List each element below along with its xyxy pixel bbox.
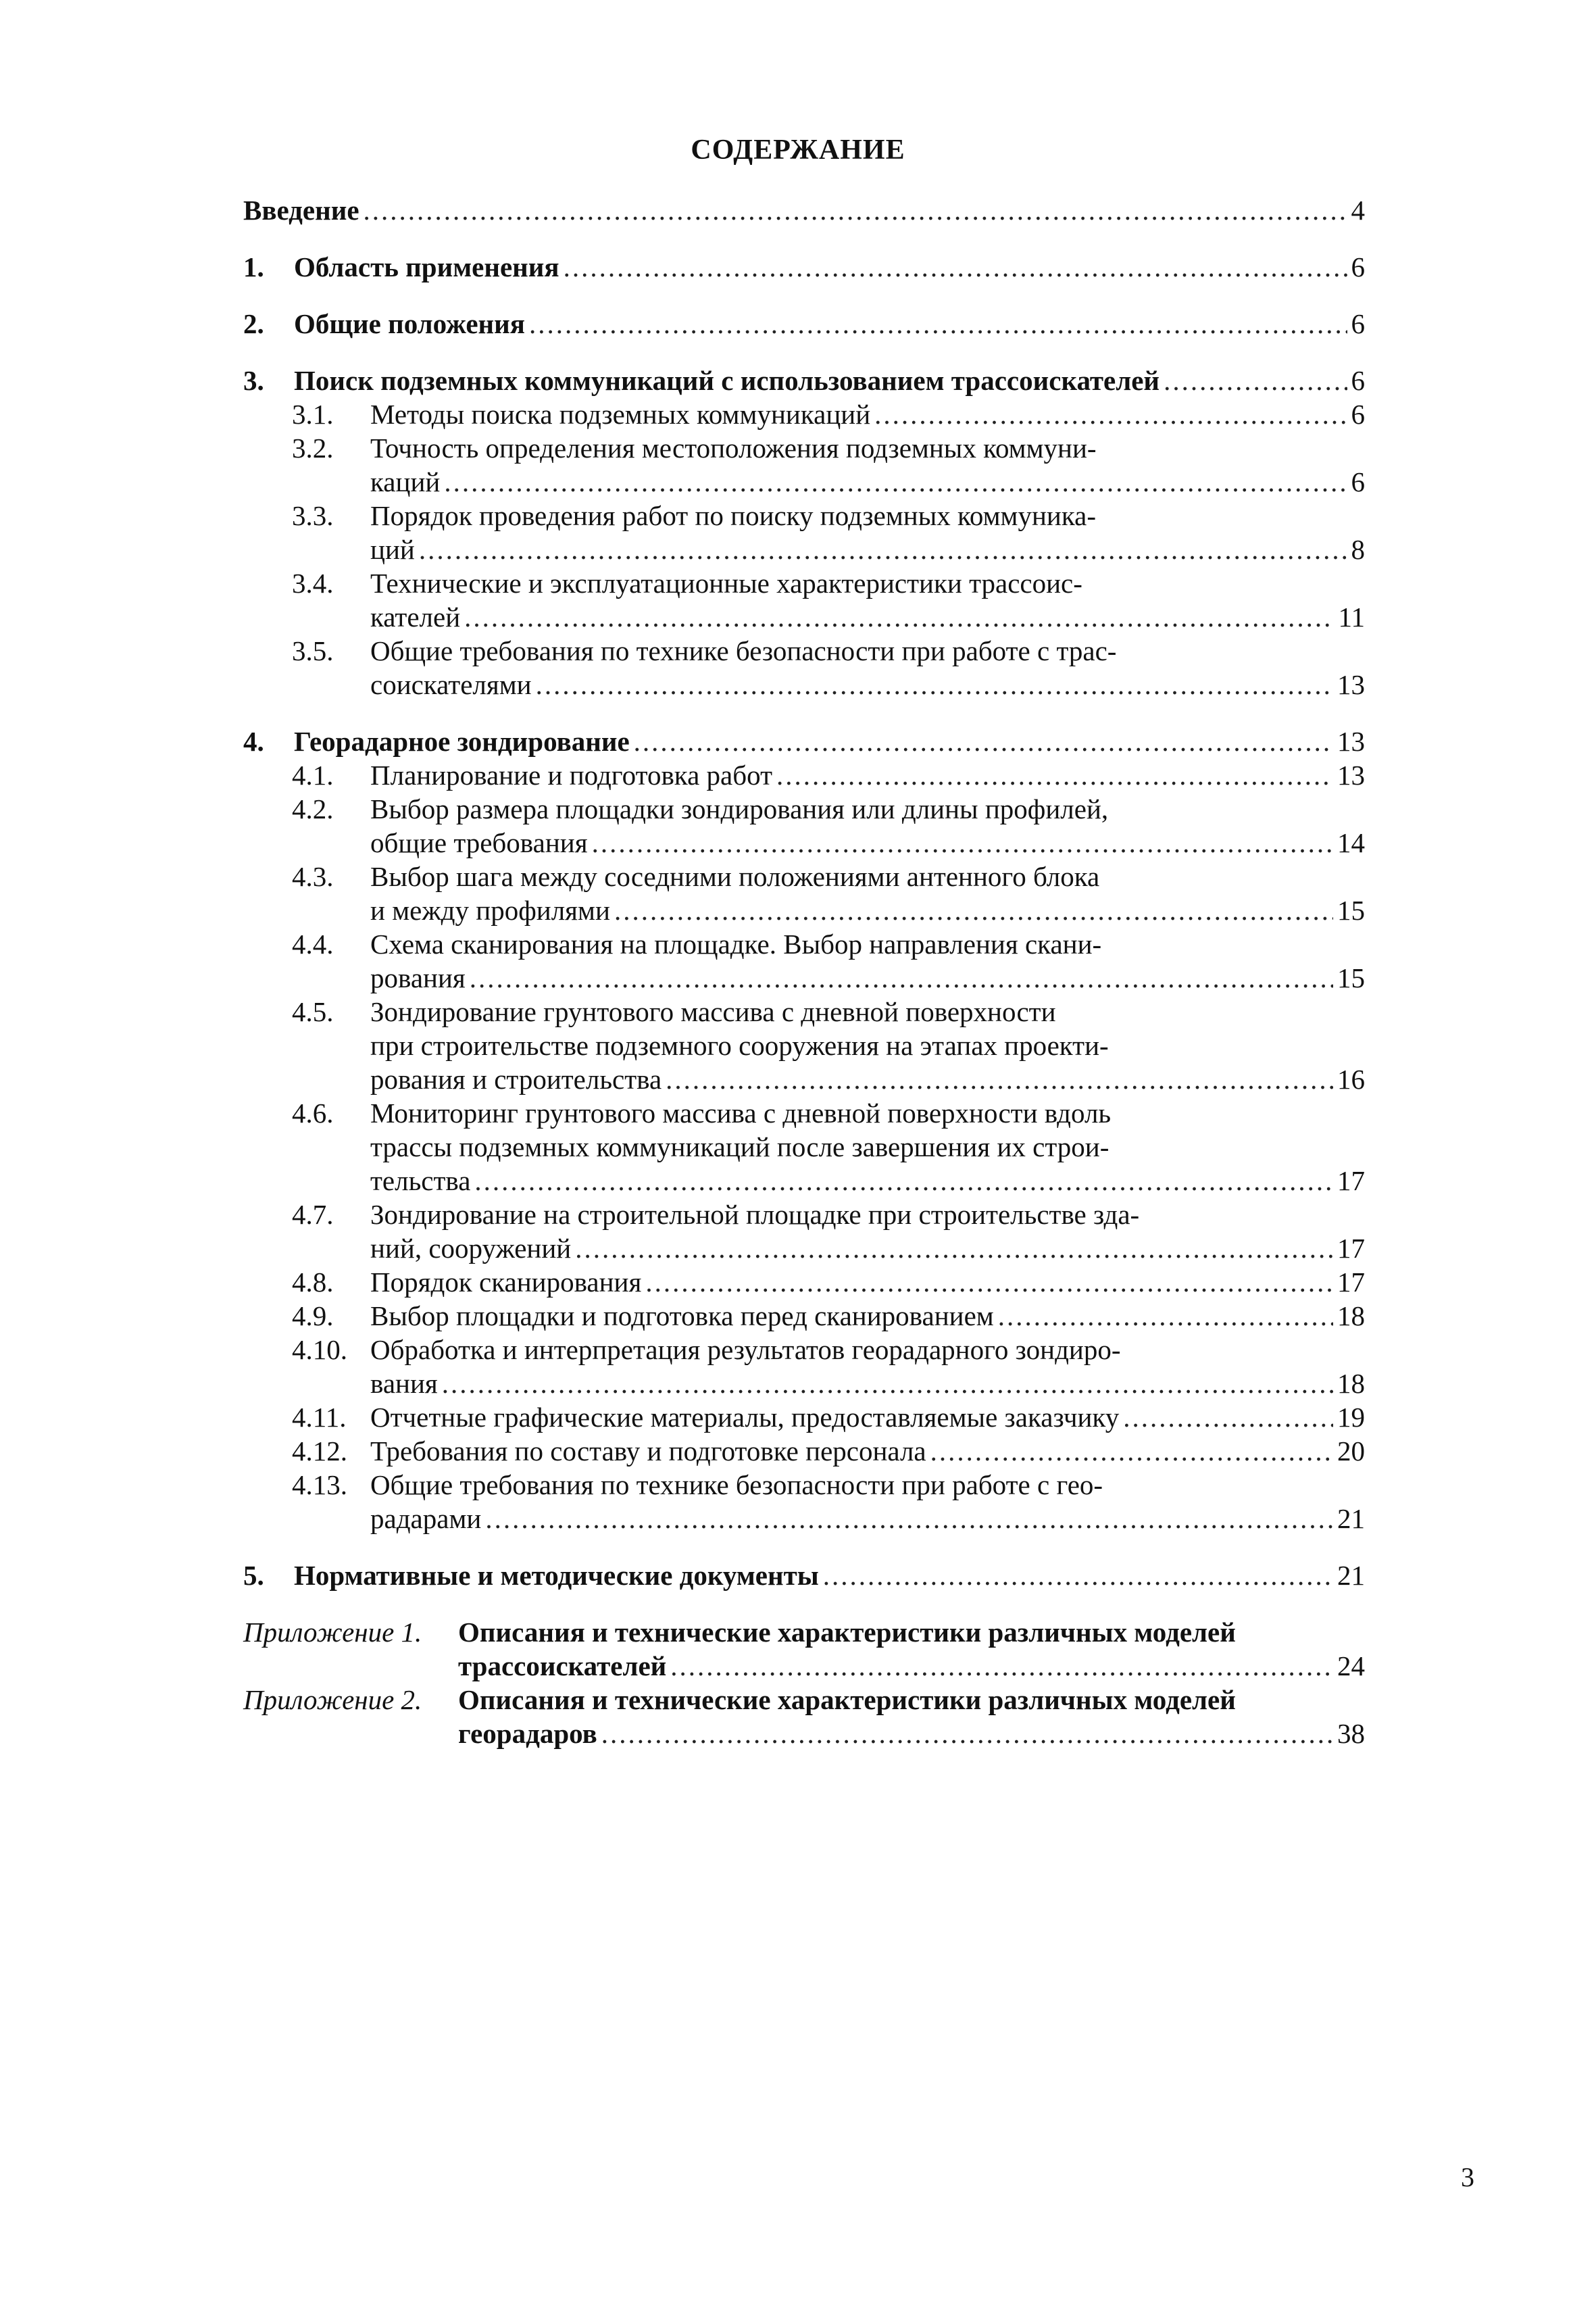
toc-entry-title-line: кателей (370, 601, 461, 633)
toc-entry-title-line: Обработка и интерпретация результатов георадарного зондиро- (370, 1334, 1121, 1365)
section-number: 2. (243, 308, 264, 339)
toc-entry-3-4 (243, 566, 1365, 634)
leader-dots (444, 465, 1347, 499)
toc-entry-title-line: Схема сканирования на площадке. Выбор направления скани- (370, 929, 1102, 960)
toc-page-number: 21 (1337, 1560, 1365, 1591)
subsection-number: 4.4. (292, 929, 334, 960)
toc-entry-title: Введение (243, 195, 359, 226)
leader-dots (930, 1434, 1333, 1468)
toc-entry-title-line: Порядок проведения работ по поиску подземных коммуника- (370, 500, 1096, 531)
toc-entry-title-line: Мониторинг грунтового массива с дневной поверхности вдоль (370, 1098, 1112, 1129)
toc-entry-title-line: вания (370, 1368, 438, 1399)
toc-page-number: 13 (1337, 669, 1365, 700)
leader-dots (529, 307, 1347, 341)
toc-page-number: 14 (1337, 827, 1365, 858)
toc-entry-title-line: Зондирование грунтового массива с дневной поверхности (370, 996, 1056, 1027)
toc-entry-title-line: Общие требования по технике безопасности при работе с трас- (370, 635, 1117, 666)
subsection-number: 4.1. (292, 760, 334, 791)
toc-entry-section-5 (243, 1558, 1365, 1592)
toc-page-number: 17 (1337, 1233, 1365, 1264)
toc-entry-title-line: рования и строительства (370, 1064, 662, 1095)
toc-entry-title: Методы поиска подземных коммуникаций (370, 399, 871, 430)
appendix-label: Приложение 1. (243, 1617, 422, 1648)
leader-dots (485, 1502, 1333, 1535)
subsection-number: 4.11. (292, 1402, 347, 1433)
toc-entry-title: Общие положения (294, 308, 525, 339)
subsection-number: 4.12. (292, 1435, 347, 1467)
toc-page-number: 13 (1337, 726, 1365, 757)
toc-page-number: 18 (1337, 1368, 1365, 1399)
leader-dots (614, 893, 1333, 927)
leader-dots (592, 826, 1333, 860)
toc-page-number: 15 (1337, 895, 1365, 926)
leader-dots (645, 1265, 1333, 1299)
subsection-number: 4.2. (292, 793, 334, 824)
subsection-number: 4.3. (292, 861, 334, 892)
toc-entry-title-line: Точность определения местоположения подземных коммуни- (370, 433, 1097, 464)
toc-entry-intro (243, 193, 1365, 227)
toc-entry-title-line: трассоискателей (458, 1650, 667, 1681)
subsection-number: 4.7. (292, 1199, 334, 1230)
toc-page-number: 21 (1337, 1503, 1365, 1534)
toc-entry-title-line: трассы подземных коммуникаций после завершения их строи- (370, 1131, 1109, 1162)
toc-entry-section-4 (243, 724, 1365, 758)
toc-entry-4-8 (243, 1265, 1365, 1299)
leader-dots (666, 1062, 1333, 1096)
toc-entry-title-line: Описания и технические характеристики различных моделей (458, 1684, 1236, 1715)
toc-entry-title-line: Описания и технические характеристики различных моделей (458, 1617, 1236, 1648)
appendix-label: Приложение 2. (243, 1684, 422, 1715)
leader-dots (575, 1231, 1333, 1265)
subsection-number: 4.13. (292, 1469, 347, 1500)
toc-entry-appendix-2 (243, 1683, 1365, 1750)
toc-page-number: 4 (1351, 195, 1365, 226)
toc-entry-title-line: при строительстве подземного сооружения на этапах проекти- (370, 1030, 1109, 1061)
toc-page-number: 18 (1337, 1300, 1365, 1331)
toc-entry-4-9 (243, 1299, 1365, 1333)
toc-page-number: 15 (1337, 962, 1365, 993)
toc-entry-title: Требования по составу и подготовке персонала (370, 1435, 926, 1467)
subsection-number: 3.4. (292, 568, 334, 599)
leader-dots (474, 1164, 1333, 1198)
toc-entry-title-line: радарами (370, 1503, 482, 1534)
toc-entry-title-line: Зондирование на строительной площадке при строительстве зда- (370, 1199, 1140, 1230)
toc-entry-4-1 (243, 758, 1365, 792)
toc-entry-3-3 (243, 499, 1365, 566)
subsection-number: 3.5. (292, 635, 334, 666)
leader-dots (364, 193, 1347, 227)
subsection-number: 4.5. (292, 996, 334, 1027)
toc-page-number: 8 (1351, 534, 1365, 565)
toc-page-number: 16 (1337, 1064, 1365, 1095)
leader-dots (998, 1299, 1333, 1333)
toc-entry-title: Область применения (294, 251, 559, 282)
toc-page-number: 20 (1337, 1435, 1365, 1467)
subsection-number: 4.9. (292, 1300, 334, 1331)
leader-dots (776, 758, 1333, 792)
leader-dots (670, 1649, 1333, 1683)
toc-entry-4-13 (243, 1468, 1365, 1535)
toc-entry-4-11 (243, 1400, 1365, 1434)
toc-entry-section-3 (243, 364, 1365, 397)
leader-dots (442, 1367, 1333, 1400)
leader-dots (823, 1558, 1333, 1592)
toc-entry-title-line: ний, сооружений (370, 1233, 572, 1264)
toc-entry-section-1 (243, 250, 1365, 284)
leader-dots (470, 961, 1333, 995)
toc-entry-4-3 (243, 860, 1365, 927)
toc-entry-4-6 (243, 1096, 1365, 1198)
toc-entry-title-line: тельства (370, 1165, 471, 1196)
toc-page-number: 17 (1337, 1165, 1365, 1196)
toc-entry-title-line: рования (370, 962, 466, 993)
subsection-number: 3.3. (292, 500, 334, 531)
toc-entry-4-7 (243, 1198, 1365, 1265)
toc-entry-title: Порядок сканирования (370, 1266, 642, 1298)
leader-dots (564, 250, 1347, 284)
leader-dots (601, 1717, 1333, 1750)
toc-entry-title-line: Общие требования по технике безопасности при работе с гео- (370, 1469, 1103, 1500)
toc-entry-4-5 (243, 995, 1365, 1096)
toc-entry-title: Выбор площадки и подготовка перед сканированием (370, 1300, 994, 1331)
leader-dots (419, 533, 1347, 566)
toc-entry-title-line: георадаров (458, 1718, 597, 1749)
toc-entry-3-1 (243, 397, 1365, 431)
toc-entry-3-5 (243, 634, 1365, 701)
toc-entry-4-10 (243, 1333, 1365, 1400)
subsection-number: 3.2. (292, 433, 334, 464)
section-number: 1. (243, 251, 264, 282)
toc-entry-title: Нормативные и методические документы (294, 1560, 819, 1591)
toc-entry-4-12 (243, 1434, 1365, 1468)
leader-dots (1164, 364, 1347, 397)
subsection-number: 4.8. (292, 1266, 334, 1298)
toc-entry-title-line: Технические и эксплуатационные характеристики трассоис- (370, 568, 1082, 599)
section-number: 4. (243, 726, 264, 757)
toc-entry-title: Отчетные графические материалы, предоставляемые заказчику (370, 1402, 1120, 1433)
toc-page-number: 6 (1351, 308, 1365, 339)
toc-page-number: 17 (1337, 1266, 1365, 1298)
toc-entry-title-line: и между профилями (370, 895, 610, 926)
toc-entry-appendix-1 (243, 1615, 1365, 1683)
leader-dots (536, 668, 1333, 701)
leader-dots (874, 397, 1347, 431)
toc-page-number: 24 (1337, 1650, 1365, 1681)
section-number: 5. (243, 1560, 264, 1591)
toc-entry-title-line: Выбор шага между соседними положениями антенного блока (370, 861, 1100, 892)
toc-entry-title-line: Выбор размера площадки зондирования или длины профилей, (370, 793, 1109, 824)
toc-page-number: 13 (1337, 760, 1365, 791)
table-of-contents (243, 193, 1365, 1750)
subsection-number: 3.1. (292, 399, 334, 430)
page-title: СОДЕРЖАНИЕ (691, 134, 905, 166)
toc-page-number: 6 (1351, 399, 1365, 430)
toc-page-number: 19 (1337, 1402, 1365, 1433)
toc-page-number: 6 (1351, 251, 1365, 282)
toc-entry-3-2 (243, 431, 1365, 499)
toc-page-number: 38 (1337, 1718, 1365, 1749)
toc-page-number: 6 (1351, 365, 1365, 396)
leader-dots (464, 600, 1334, 634)
toc-entry-title-line: соискателями (370, 669, 532, 700)
toc-entry-title: Георадарное зондирование (294, 726, 630, 757)
section-number: 3. (243, 365, 264, 396)
leader-dots (634, 724, 1333, 758)
toc-page-number: 6 (1351, 466, 1365, 497)
toc-entry-title: Планирование и подготовка работ (370, 760, 772, 791)
toc-entry-title-line: каций (370, 466, 441, 497)
toc-entry-title-line: ций (370, 534, 415, 565)
leader-dots (1123, 1400, 1333, 1434)
toc-entry-4-2 (243, 792, 1365, 860)
toc-entry-4-4 (243, 927, 1365, 995)
toc-entry-section-2 (243, 307, 1365, 341)
subsection-number: 4.10. (292, 1334, 347, 1365)
toc-page-number: 11 (1338, 601, 1365, 633)
subsection-number: 4.6. (292, 1098, 334, 1129)
page-number: 3 (1461, 2162, 1474, 2192)
toc-entry-title-line: общие требования (370, 827, 588, 858)
toc-entry-title: Поиск подземных коммуникаций с использованием трассоискателей (294, 365, 1160, 396)
